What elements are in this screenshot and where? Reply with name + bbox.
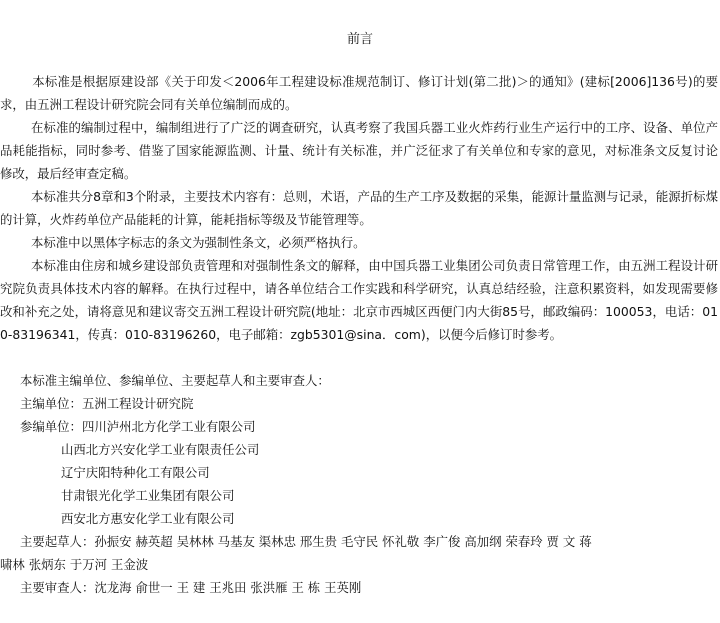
chief-drafters-continued: 啸林 张炳东 于万河 王金波 [0, 557, 149, 572]
paragraph-contents: 本标准共分8章和3个附录，主要技术内容有：总则，术语，产品的生产工序及数据的采集，能源计量监测与记录，能源折标煤的计算，火炸药单位产品能耗的计算，能耗指标等级及节能管理等。 [0, 189, 718, 227]
chief-drafters: 主要起草人：孙振安 赫英超 吴林林 马基友 渠林忠 邢生贵 毛守民 怀礼敬 李广俊 高加纲 荣春玲 贾 文 蒋 [20, 534, 592, 549]
paragraph-mandatory: 本标准中以黑体字标志的条文为强制性条文，必须严格执行。 [31, 235, 366, 250]
paragraph-management: 本标准由住房和城乡建设部负责管理和对强制性条文的解释，由中国兵器工业集团公司负责日常管理工作，由五洲工程设计研究院负责具体技术内容的解释。在执行过程中，请各单位结合工作实践和科学研究，认真总结经验，注意积累资料，如发现需要修改和补充之处，请将意见和建议寄交五洲工程设计研究院(地址：北京市西城区西便门内大街85号，邮政编码：100053，电话：010-83196341，传真：010-83196260，电子邮箱：zgb5301@sina．com)，以便今后修订时参考。 [0, 258, 718, 342]
participating-unit-first: 参编单位：四川泸州北方化学工业有限公司 [20, 419, 256, 434]
participating-unit: 山西北方兴安化学工业有限责任公司 [61, 442, 260, 457]
document-title: 前言 [346, 32, 373, 47]
paragraph-compilation: 在标准的编制过程中，编制组进行了广泛的调查研究，认真考察了我国兵器工业火炸药行业生产运行中的工序、设备、单位产品耗能指标，同时参考、借鉴了国家能源监测、计量、统计有关标准，并广泛征求了有关单位和专家的意见，对标准条文反复讨论修改，最后经审查定稿。 [0, 120, 718, 181]
chief-reviewers: 主要审查人：沈龙海 俞世一 王 建 王兆田 张洪雁 王 栋 王英刚 [20, 580, 362, 595]
units-intro: 本标准主编单位、参编单位、主要起草人和主要审查人： [20, 373, 330, 388]
chief-unit: 主编单位：五洲工程设计研究院 [20, 396, 194, 411]
participating-unit: 西安北方惠安化学工业有限公司 [61, 511, 235, 526]
participating-unit: 辽宁庆阳特种化工有限公司 [61, 465, 210, 480]
participating-unit: 甘肃银光化学工业集团有限公司 [61, 488, 235, 503]
paragraph-basis: 本标准是根据原建设部《关于印发＜2006年工程建设标准规范制订、修订计划(第二批)＞的通知》(建标[2006]136号)的要求，由五洲工程设计研究院会同有关单位编制而成的。 [0, 74, 718, 112]
